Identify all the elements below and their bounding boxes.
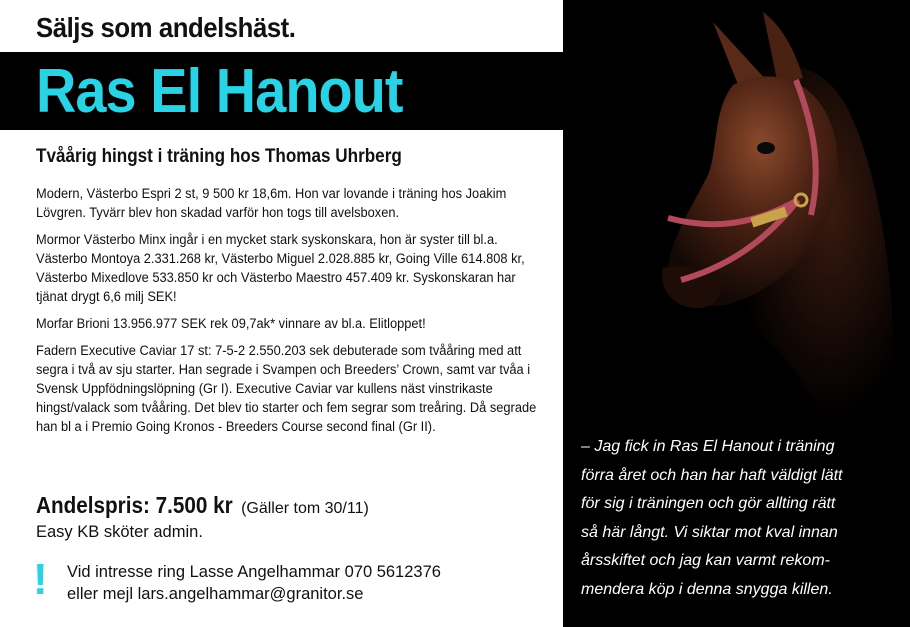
price-line: [36, 492, 369, 519]
quote-line: – Jag fick in Ras El Hanout i träning: [581, 438, 835, 455]
admin-note: Easy KB sköter admin.: [36, 523, 203, 541]
kicker-heading: Säljs som andelshäst.: [36, 12, 296, 43]
paragraph-granddam: Mormor Västerbo Minx ingår i en mycket stark syskonskara, hon är syster till bl.a. Västerbo Montoya 2.331.268 kr, Västerbo Miguel 2.028.885 kr, Going Ville 614.808 kr, Västerbo Mixedlove 533.850 kr och Västerbo Maestro 457.409 kr. Syskonskaran har tjänat drygt 6,6 milj SEK!: [36, 232, 525, 305]
contact-info: [67, 561, 441, 605]
horse-name-title: Ras El Hanout: [36, 57, 403, 126]
quote-line: för sig i träningen och gör allting rätt: [581, 495, 836, 512]
quote-line: förra året och han har haft väldigt lätt: [581, 466, 843, 484]
trainer-quote: [581, 433, 901, 604]
subtitle: Tvåårig hingst i träning hos Thomas Uhrberg: [36, 146, 402, 167]
contact-email-line: eller mejl lars.angelhammar@granitor.se: [67, 585, 364, 603]
pedigree-text: [36, 185, 543, 445]
exclamation-icon: !: [33, 555, 48, 604]
share-price: Andelspris: 7.500 kr: [36, 492, 233, 518]
quote-line: årsskiftet och jag kan varmt rekom-: [581, 552, 830, 569]
quote-line: mendera köp i denna snygga killen.: [581, 580, 833, 598]
contact-phone-line: Vid intresse ring Lasse Angelhammar 070 5612376: [67, 563, 441, 581]
paragraph-grandsire: Morfar Brioni 13.956.977 SEK rek 09,7ak* vinnare av bl.a. Elitloppet!: [36, 316, 426, 332]
price-validity: (Gäller tom 30/11): [241, 500, 369, 517]
paragraph-dam: Modern, Västerbo Espri 2 st, 9 500 kr 18,6m. Hon var lovande i träning hos Joakim Lövgren. Tyvärr blev hon skadad varför hon togs till avelsboxen.: [36, 186, 507, 221]
paragraph-sire: Fadern Executive Caviar 17 st: 7-5-2 2.550.203 sek debuterade som tvååring med att segra i två av sju starter. Han segrade i Svampen och Breeders’ Crown, samt var tvåa i Svensk Uppfödningslöpning (Gr I). Executive Caviar var kullens näst vinstrikaste hingst/valack som tvååring. Det blev tio starter och fem segrar som treåring. Då segrade han bl a i Premio Going Kronos - Breeders Course second final (Gr II).: [36, 343, 537, 435]
quote-line: så här långt. Vi siktar mot kval innan: [581, 523, 838, 541]
